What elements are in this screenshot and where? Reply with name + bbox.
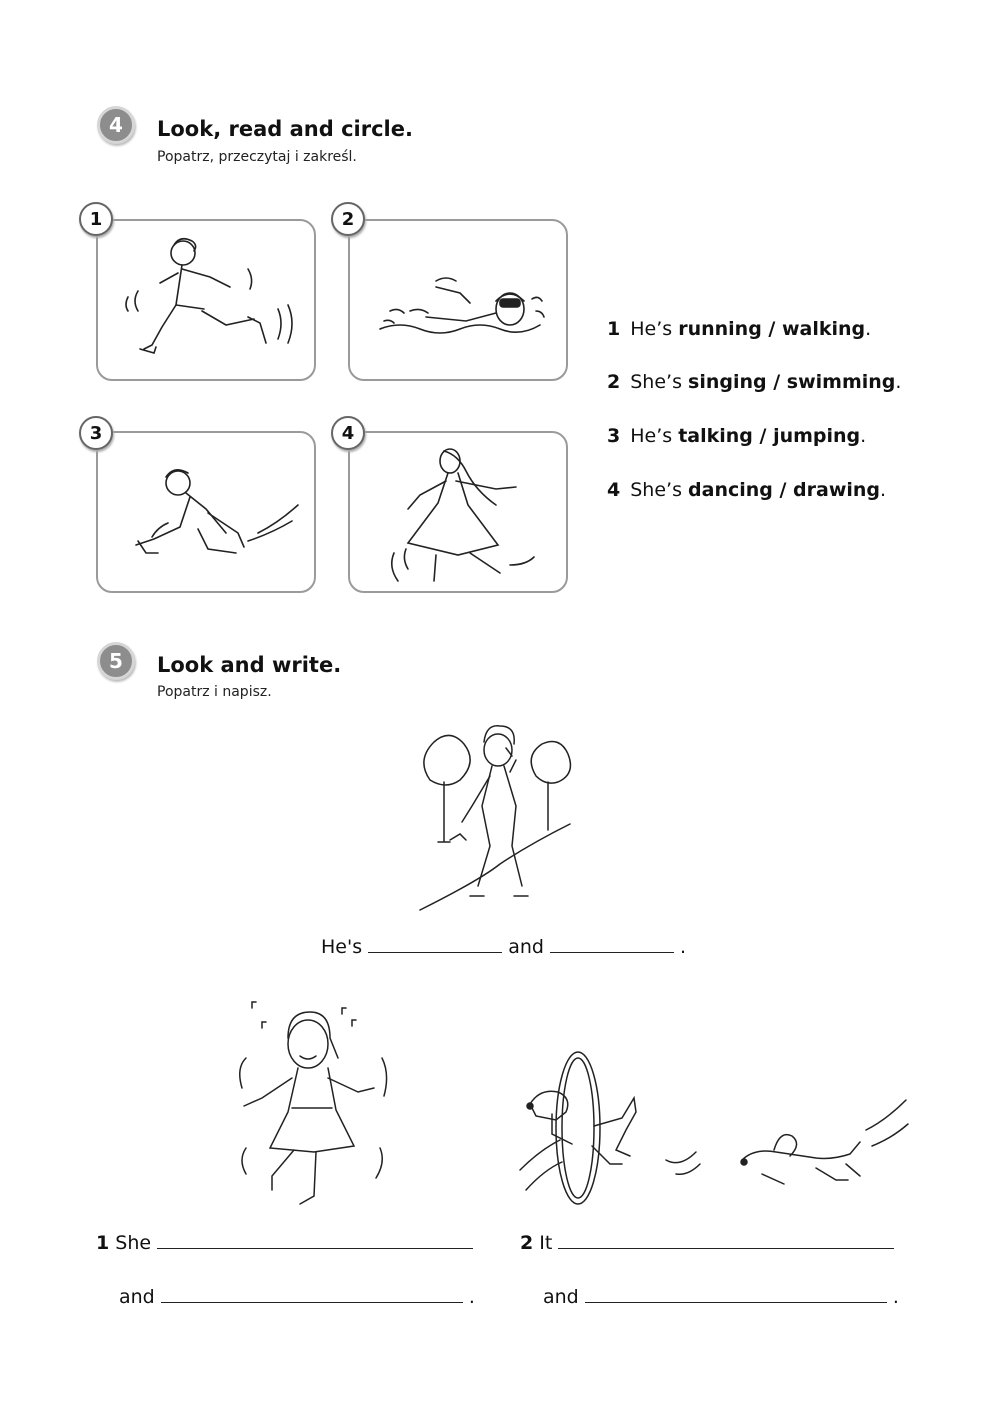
option-talking[interactable]: talking <box>678 425 753 447</box>
example-sentence <box>321 934 686 958</box>
circle-sentence-2 <box>607 371 901 393</box>
picture-panel-3 <box>96 431 316 593</box>
panel-number-2: 2 <box>331 202 365 236</box>
item-and: and <box>119 1286 155 1308</box>
option-separator: / <box>752 425 774 447</box>
sentence-start: He’s <box>630 425 679 447</box>
sentence-end: . <box>860 425 867 447</box>
item-1-blank-2[interactable] <box>161 1284 463 1303</box>
dancing-girl-drawing <box>350 433 570 595</box>
option-running[interactable]: running <box>678 318 762 340</box>
example-blank-1[interactable] <box>368 934 502 953</box>
singing-dancing-girl-drawing <box>232 998 392 1212</box>
panel-number-3: 3 <box>79 416 113 450</box>
option-separator: / <box>766 371 787 393</box>
sentence-start: She’s <box>630 479 689 501</box>
dog-jumping-running-drawing <box>516 1050 916 1210</box>
example-start: He's <box>321 936 363 958</box>
item-2-line-1 <box>520 1230 894 1254</box>
sentence-number: 4 <box>607 479 621 501</box>
item-2-blank-1[interactable] <box>558 1230 894 1249</box>
item-end: . <box>892 1286 899 1308</box>
sentence-number: 2 <box>607 371 621 393</box>
swimming-girl-drawing <box>350 221 570 383</box>
option-jumping[interactable]: jumping <box>773 425 861 447</box>
panel-number-4: 4 <box>331 416 365 450</box>
option-drawing[interactable]: drawing <box>793 479 881 501</box>
exercise-4-badge: 4 <box>97 106 135 144</box>
item-2-blank-2[interactable] <box>585 1284 887 1303</box>
sentence-end: . <box>880 479 887 501</box>
picture-panel-2 <box>348 219 568 381</box>
sentence-number: 3 <box>607 425 621 447</box>
option-singing[interactable]: singing <box>688 371 767 393</box>
example-blank-2[interactable] <box>550 934 674 953</box>
option-separator: / <box>772 479 794 501</box>
sentence-end: . <box>895 371 902 393</box>
item-number: 2 <box>520 1232 534 1254</box>
sentence-end: . <box>865 318 872 340</box>
panel-number-1: 1 <box>79 202 113 236</box>
option-swimming[interactable]: swimming <box>786 371 896 393</box>
running-boy-drawing <box>98 221 318 383</box>
exercise-5-subtitle: Popatrz i napisz. <box>157 684 272 700</box>
sentence-start: She’s <box>630 371 689 393</box>
exercise-5-title: Look and write. <box>157 653 342 677</box>
item-1-line-1 <box>96 1230 473 1254</box>
example-end: . <box>680 936 687 958</box>
item-2-line-2 <box>543 1284 899 1308</box>
item-1-blank-1[interactable] <box>157 1230 473 1249</box>
option-separator: / <box>761 318 782 340</box>
item-start: It <box>539 1232 553 1254</box>
sentence-start: He’s <box>630 318 679 340</box>
picture-panel-4 <box>348 431 568 593</box>
circle-sentence-1 <box>607 318 871 340</box>
exercise-5-badge: 5 <box>97 642 135 680</box>
walking-boy-drawing <box>410 720 580 920</box>
option-walking[interactable]: walking <box>781 318 866 340</box>
sentence-number: 1 <box>607 318 621 340</box>
item-and: and <box>543 1286 579 1308</box>
example-picture <box>410 720 580 920</box>
circle-sentence-3 <box>607 425 866 447</box>
exercise-4-title: Look, read and circle. <box>157 117 413 141</box>
option-dancing[interactable]: dancing <box>688 479 773 501</box>
item-start: She <box>115 1232 152 1254</box>
item-1-picture <box>232 998 392 1212</box>
jumping-boy-drawing <box>98 433 318 595</box>
item-end: . <box>468 1286 475 1308</box>
item-1-line-2 <box>119 1284 475 1308</box>
circle-sentence-4 <box>607 479 886 501</box>
item-2-picture <box>516 1050 916 1210</box>
item-number: 1 <box>96 1232 110 1254</box>
picture-panel-1 <box>96 219 316 381</box>
example-and: and <box>508 936 544 958</box>
exercise-4-subtitle: Popatrz, przeczytaj i zakreśl. <box>157 149 357 165</box>
